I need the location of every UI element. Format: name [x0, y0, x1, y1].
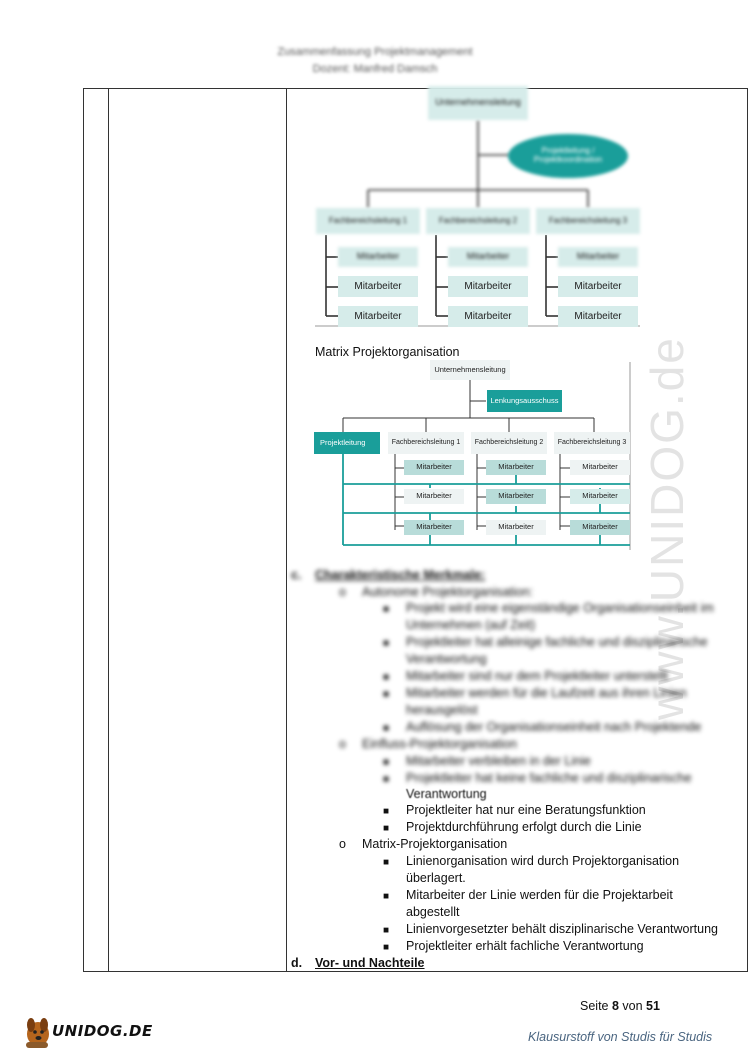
matrix-employee: Mitarbeiter — [570, 460, 630, 475]
matrix-org-item: überlagert. — [406, 871, 466, 885]
matrix-committee-box: Lenkungsausschuss — [487, 390, 562, 412]
matrix-department-1: Fachbereichsleitung 1 — [388, 432, 464, 454]
bullet-square: ■ — [383, 672, 390, 683]
matrix-org-item: Mitarbeiter der Linie werden für die Projektarbeit — [406, 888, 673, 902]
chart1-top-box: Unternehmensleitung — [428, 86, 528, 120]
bullet-square: ■ — [383, 757, 390, 768]
matrix-org-item: Projektleiter erhält fachliche Verantwortung — [406, 939, 644, 953]
matrix-employee: Mitarbeiter — [570, 489, 630, 504]
autonom-item: Projekt wird eine eigenständige Organisationseinheit im Unternehmen (auf Zeit) — [406, 601, 714, 632]
bullet-square: ■ — [383, 857, 390, 868]
matrix-employee: Mitarbeiter — [404, 489, 464, 504]
bullet-circle: o — [339, 585, 346, 599]
section-c-title: Charakteristische Merkmale: — [315, 568, 486, 582]
bullet-square: ■ — [383, 774, 390, 785]
autonom-item: Mitarbeiter sind nur dem Projektleiter unterstellt — [406, 669, 668, 683]
document-lecturer: Dozent: Manfred Damsch — [312, 63, 438, 75]
chart1-employee: Mitarbeiter — [338, 306, 418, 327]
autonom-item: Projektleiter hat alleinige fachliche und disziplinarische Verantwortung — [406, 635, 708, 666]
chart1-employee: Mitarbeiter — [558, 247, 638, 267]
bullet-square: ■ — [383, 638, 390, 649]
matrix-caption: Matrix Projektorganisation — [315, 345, 460, 359]
chart1-employee: Mitarbeiter — [448, 247, 528, 267]
logo-text: UNIDOG.DE — [52, 1022, 153, 1040]
bullet-square: ■ — [383, 891, 390, 902]
einfluss-item: Projektdurchführung erfolgt durch die Linie — [406, 820, 642, 834]
chart1-staff-ellipse: Projektleitung / Projektkoordination — [508, 134, 628, 178]
autonom-item: Auflösung der Organisationseinheit nach Projektende — [406, 720, 702, 734]
chart1-department-2: Fachbereichsleitung 2 — [426, 208, 530, 234]
footer-tagline: Klausurstoff von Studis für Studis — [528, 1030, 713, 1044]
einfluss-item: Projektleiter hat keine fachliche und disziplinarische — [406, 771, 692, 785]
watermark: www.UNIDOG.de — [641, 336, 693, 720]
document-title: Zusammenfassung Projektmanagement — [277, 46, 473, 58]
matrix-employee: Mitarbeiter — [486, 460, 546, 475]
einfluss-title: Einfluss-Projektorganisation — [362, 737, 517, 751]
einfluss-item: Mitarbeiter verbleiben in der Linie — [406, 754, 591, 768]
chart1-employee: Mitarbeiter — [558, 276, 638, 297]
bullet-square: ■ — [383, 823, 390, 834]
matrix-project-lead-box: Projektleitung — [314, 432, 380, 454]
chart1-department-3: Fachbereichsleitung 3 — [536, 208, 640, 234]
page-number: Seite 8 von 51 — [580, 999, 660, 1013]
matrix-employee: Mitarbeiter — [570, 520, 630, 535]
matrix-employee: Mitarbeiter — [486, 489, 546, 504]
section-d-title: Vor- und Nachteile — [315, 956, 425, 970]
bullet-square: ■ — [383, 806, 390, 817]
autonom-item: Mitarbeiter werden für die Laufzeit aus ihren Linien herausgelöst — [406, 686, 687, 717]
einfluss-item: Projektleiter hat nur eine Beratungsfunktion — [406, 803, 646, 817]
bullet-circle: o — [339, 737, 346, 751]
matrix-org-item: abgestellt — [406, 905, 460, 919]
bullet-square: ■ — [383, 723, 390, 734]
matrix-org-item: Linienvorgesetzter behält disziplinarische Verantwortung — [406, 922, 718, 936]
matrix-department-3: Fachbereichsleitung 3 — [554, 432, 630, 454]
bullet-square: ■ — [383, 925, 390, 936]
matrix-org-item: Linienorganisation wird durch Projektorganisation — [406, 854, 680, 868]
chart1-employee: Mitarbeiter — [448, 306, 528, 327]
chart1-employee: Mitarbeiter — [448, 276, 528, 297]
chart1-employee: Mitarbeiter — [558, 306, 638, 327]
chart1-employee: Mitarbeiter — [338, 276, 418, 297]
section-d-label: d. — [291, 956, 303, 970]
chart1-employee: Mitarbeiter — [338, 247, 418, 267]
matrix-department-2: Fachbereichsleitung 2 — [471, 432, 547, 454]
matrix-employee: Mitarbeiter — [486, 520, 546, 535]
bullet-circle: o — [339, 837, 346, 851]
einfluss-item-tail: Verantwortung — [406, 787, 487, 801]
matrix-employee: Mitarbeiter — [404, 460, 464, 475]
bullet-square: ■ — [383, 689, 390, 700]
autonom-title: Autonome Projektorganisation: — [362, 585, 533, 599]
section-c-label: c. — [291, 568, 302, 582]
bullet-square: ■ — [383, 942, 390, 953]
matrix-top-box: Unternehmensleitung — [430, 360, 510, 380]
chart1-department-1: Fachbereichsleitung 1 — [316, 208, 420, 234]
matrix-org-title: Matrix-Projektorganisation — [362, 837, 508, 851]
matrix-employee: Mitarbeiter — [404, 520, 464, 535]
unidog-logo — [22, 1012, 152, 1052]
bullet-square: ■ — [383, 604, 390, 615]
